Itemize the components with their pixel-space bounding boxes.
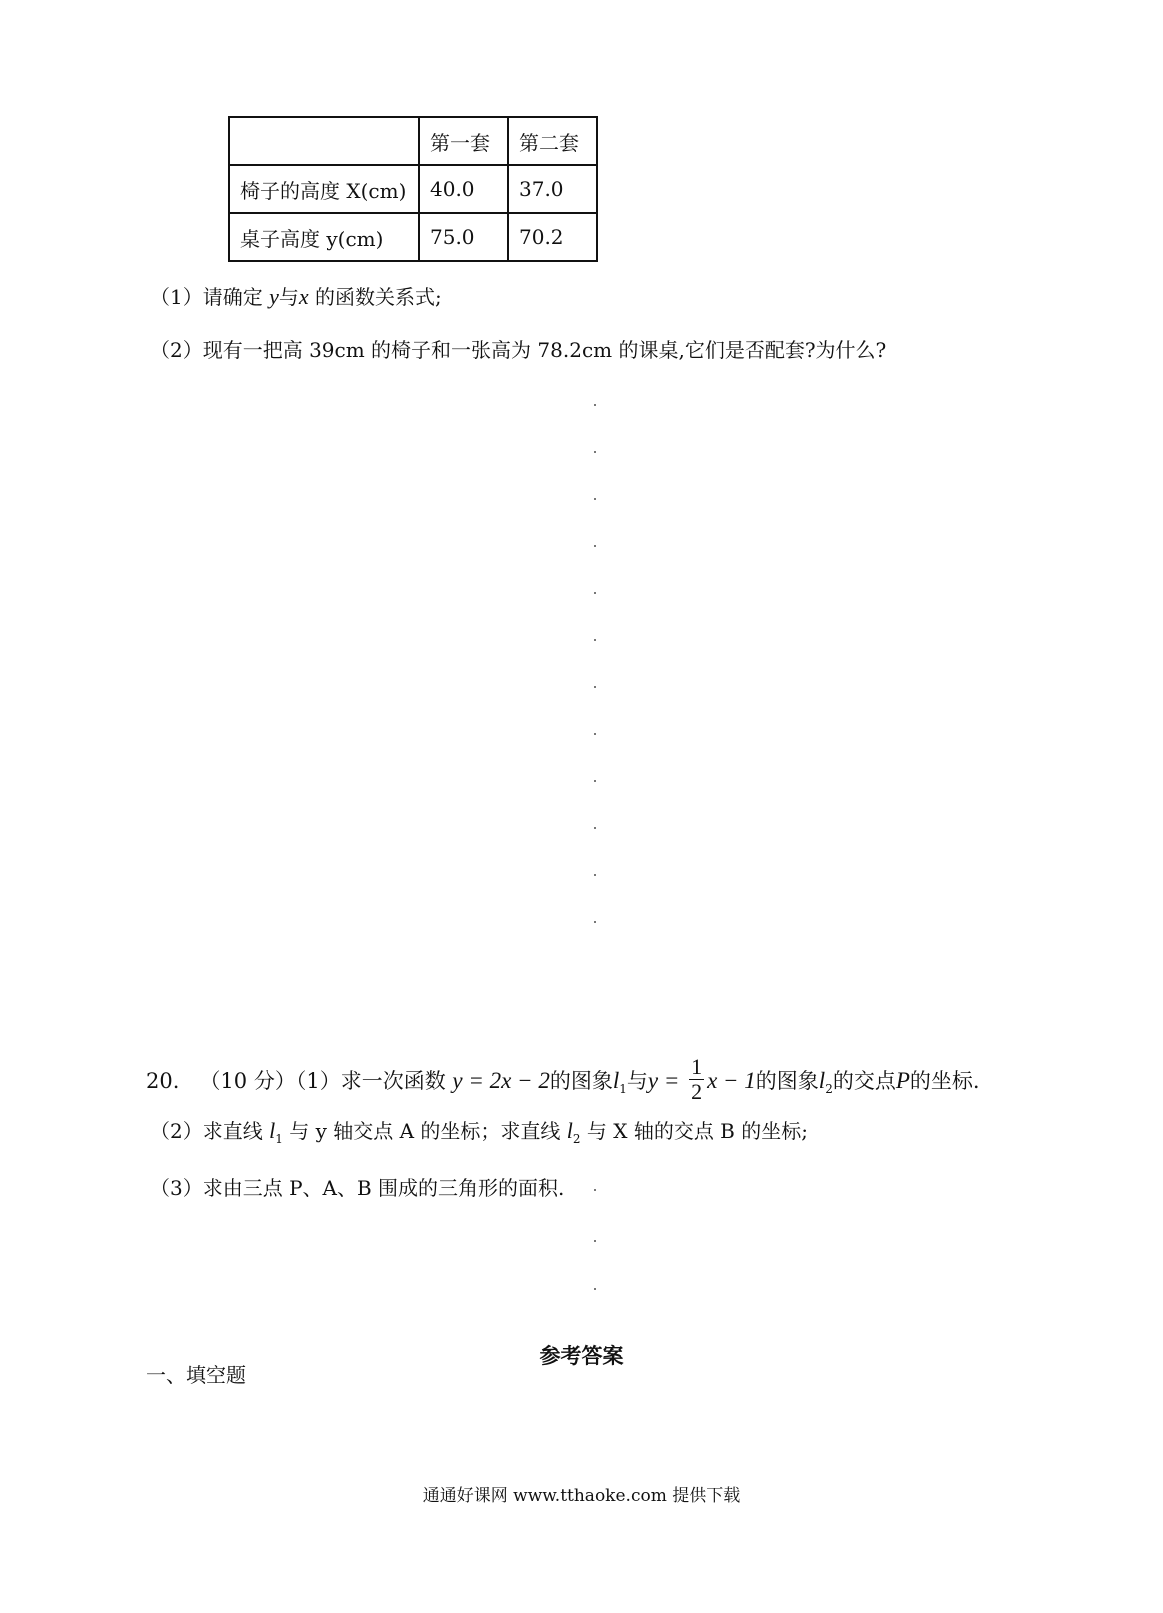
table-row xyxy=(229,213,597,261)
equation: x − 1 xyxy=(707,1068,756,1093)
question-number: 20. xyxy=(146,1069,180,1093)
table-cell: 第二套 xyxy=(508,117,597,165)
guide-dot xyxy=(594,451,596,453)
guide-dot xyxy=(594,639,596,641)
text: 与 xyxy=(626,1069,648,1093)
subscript: 2 xyxy=(572,1132,581,1146)
math-var: P xyxy=(895,1068,910,1093)
guide-dot xyxy=(594,404,596,406)
guide-dot xyxy=(594,827,596,829)
math-var: y xyxy=(269,284,279,309)
math-var: x xyxy=(298,284,309,309)
question-20-part-2 xyxy=(150,1117,808,1153)
table-row xyxy=(229,117,597,165)
equation: y = 2x − 2 xyxy=(452,1068,550,1093)
guide-dot xyxy=(594,686,596,688)
guide-dot xyxy=(594,1240,596,1242)
table-cell: 桌子高度 y(cm) xyxy=(229,213,419,261)
text: 与 X 轴的交点 B 的坐标; xyxy=(586,1119,808,1143)
question-19-part-1 xyxy=(150,283,442,311)
table-cell: 75.0 xyxy=(419,213,508,261)
numerator: 1 xyxy=(691,1054,703,1079)
denominator: 2 xyxy=(691,1079,703,1104)
table-cell: 70.2 xyxy=(508,213,597,261)
text: 的交点 xyxy=(832,1069,896,1093)
table-cell xyxy=(229,117,419,165)
math-var: l xyxy=(818,1068,826,1093)
guide-dot xyxy=(594,592,596,594)
question-19-part-2: （2）现有一把高 39cm 的椅子和一张高为 78.2cm 的课桌,它们是否配套?为什么? xyxy=(150,338,887,362)
text: 与 xyxy=(278,285,299,309)
question-20-part-1 xyxy=(146,1054,980,1107)
guide-dot xyxy=(594,545,596,547)
text: 的图象 xyxy=(549,1069,613,1093)
question-20-part-3: （3）求由三点 P、A、B 围成的三角形的面积. xyxy=(150,1176,565,1200)
math-var: l xyxy=(566,1118,573,1143)
table-cell: 37.0 xyxy=(508,165,597,213)
guide-dot xyxy=(594,733,596,735)
section-heading: 一、填空题 xyxy=(146,1363,246,1387)
fraction xyxy=(689,1055,704,1104)
answers-heading: 参考答案 xyxy=(539,1344,624,1368)
text: 的函数关系式; xyxy=(314,285,442,309)
subscript: 1 xyxy=(275,1132,283,1146)
math-var: l xyxy=(269,1118,276,1143)
math-var: l xyxy=(612,1068,620,1093)
text: （1）请确定 xyxy=(150,285,263,309)
subscript: 2 xyxy=(825,1082,833,1097)
equation: y = xyxy=(647,1068,680,1093)
table-cell: 40.0 xyxy=(419,165,508,213)
text: 与 y 轴交点 A 的坐标；求直线 xyxy=(289,1119,561,1143)
table-cell: 第一套 xyxy=(419,117,508,165)
guide-dot xyxy=(594,1288,596,1290)
text: 的图象 xyxy=(755,1069,819,1093)
guide-dot xyxy=(594,1189,596,1191)
subscript: 1 xyxy=(619,1082,627,1097)
guide-dot xyxy=(594,780,596,782)
page-footer: 通通好课网 www.tthaoke.com 提供下载 xyxy=(422,1486,741,1506)
guide-dot xyxy=(594,498,596,500)
text: （2）求直线 xyxy=(150,1119,263,1143)
table-cell: 椅子的高度 X(cm) xyxy=(229,165,419,213)
chair-desk-height-table xyxy=(228,116,598,262)
guide-dot xyxy=(594,921,596,923)
text: （10 分）（1）求一次函数 xyxy=(199,1069,446,1093)
guide-dot xyxy=(594,874,596,876)
text: 的坐标. xyxy=(909,1069,980,1093)
table-row xyxy=(229,165,597,213)
